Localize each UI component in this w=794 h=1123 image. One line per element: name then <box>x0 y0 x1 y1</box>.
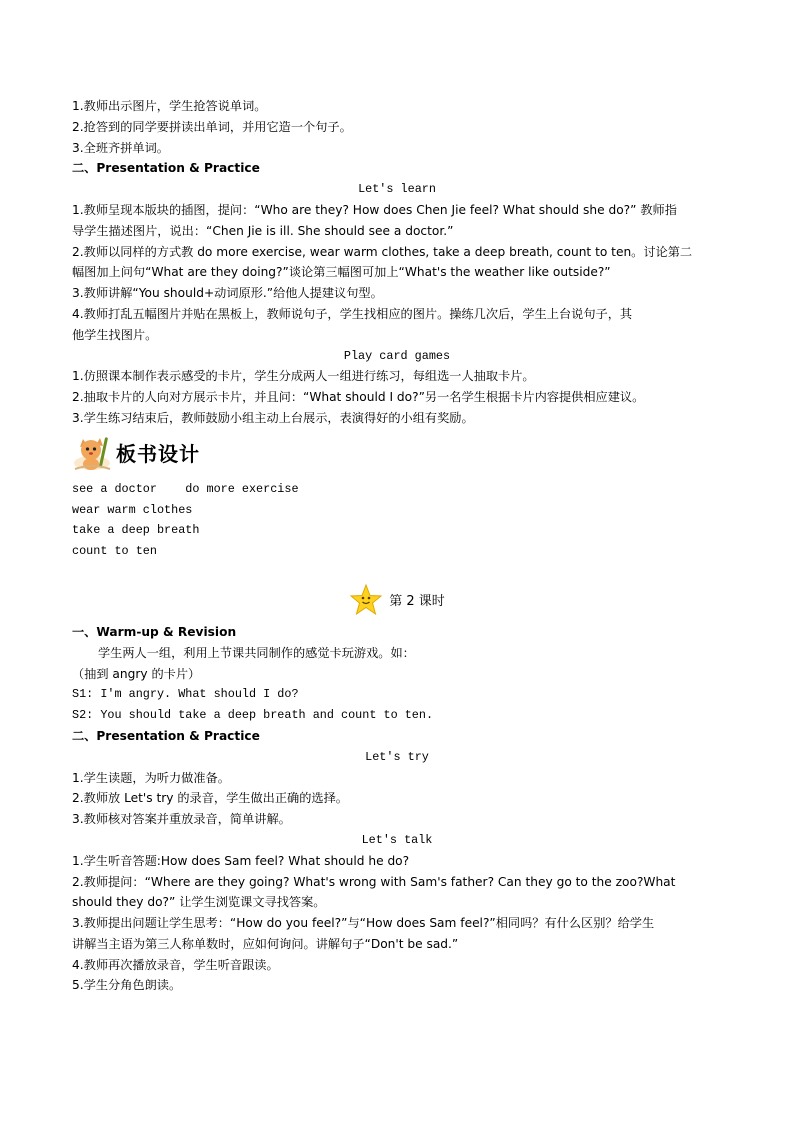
text-line: 讲解当主语为第三人称单数时，应如何询问。讲解句子“Don't be sad.” <box>72 936 459 951</box>
text-line: 3.学生练习结束后，教师鼓励小组主动上台展示，表演得好的小组有奖励。 <box>72 410 474 425</box>
lesson-2-title: 第 2 课时 <box>389 594 445 610</box>
text-line: 2.抢答到的同学要拼读出单词，并用它造一个句子。 <box>72 119 352 134</box>
subsection-title-lets-talk: Let's talk <box>361 832 433 847</box>
board-line: count to ten <box>72 544 157 559</box>
dialogue-line: S1: I'm angry. What should I do? <box>72 687 299 702</box>
board-line: take a deep breath <box>72 523 200 538</box>
text-line: 3.教师核对答案并重放录音，简单讲解。 <box>72 812 291 827</box>
text-line: 导学生描述图片，说出：“Chen Jie is ill. She should see a doctor.” <box>72 223 454 238</box>
board-design-title: 板书设计 <box>116 442 200 467</box>
document-page <box>72 96 722 996</box>
text-line: 1.教师呈现本版块的插图，提问：“Who are they? How does Chen Jie feel? What should she do?” 教师指 <box>72 202 677 217</box>
text-line: 他学生找图片。 <box>72 327 158 342</box>
cat-mascot-icon <box>72 433 112 473</box>
section-heading-presentation-2: 二、Presentation & Practice <box>72 728 260 743</box>
section-heading-warmup: 一、Warm-up & Revision <box>72 624 237 639</box>
board-design-section-header <box>72 433 722 473</box>
subsection-title-lets-learn: Let's learn <box>358 182 436 197</box>
text-line: 3.教师提出问题让学生思考：“How do you feel?”与“How does Sam feel?”相同吗？有什么区别？给学生 <box>72 916 655 931</box>
text-line: 5.学生分角色朗读。 <box>72 978 182 993</box>
text-line: 1.仿照课本制作表示感受的卡片，学生分成两人一组进行练习，每组选一人抽取卡片。 <box>72 369 535 384</box>
dialogue-line: S2: You should take a deep breath and count to ten. <box>72 708 434 723</box>
lesson-2-header <box>72 580 722 620</box>
text-line: 2.教师以同样的方式教 do more exercise, wear warm clothes, take a deep breath, count to ten。讨论第二 <box>72 244 693 259</box>
board-line: wear warm clothes <box>72 502 193 517</box>
text-line: 4.教师打乱五幅图片并贴在黑板上，教师说句子，学生找相应的图片。操练几次后，学生上台说句子，其 <box>72 306 633 321</box>
text-line: should they do?” 让学生浏览课文寻找答案。 <box>72 895 326 910</box>
text-line: 1.学生读题，为听力做准备。 <box>72 770 230 785</box>
board-line: see a doctor do more exercise <box>72 481 299 496</box>
text-line: 2.教师放 Let's try 的录音，学生做出正确的选择。 <box>72 791 348 806</box>
subsection-title-play-card-games: Play card games <box>343 348 451 363</box>
text-line: （抽到 angry 的卡片） <box>72 666 201 681</box>
text-line: 3.全班齐拼单词。 <box>72 140 169 155</box>
star-icon <box>349 583 383 617</box>
text-line: 2.抽取卡片的人向对方展示卡片，并且问：“What should I do?”另一名学生根据卡片内容提供相应建议。 <box>72 390 645 405</box>
text-line: 2.教师提问：“Where are they going? What's wrong with Sam's father? Can they go to the zoo?What <box>72 874 676 889</box>
text-line: 4.教师再次播放录音，学生听音跟读。 <box>72 957 279 972</box>
text-line: 3.教师讲解“You should+动词原形.”给他人提建议句型。 <box>72 286 383 301</box>
text-line: 幅图加上问句“What are they doing?”谈论第三幅图可加上“What's the weather like outside?” <box>72 265 611 280</box>
section-heading-presentation: 二、Presentation & Practice <box>72 161 260 176</box>
subsection-title-lets-try: Let's try <box>365 749 429 764</box>
text-line: 1.教师出示图片，学生抢答说单词。 <box>72 99 267 113</box>
text-line: 学生两人一组，利用上节课共同制作的感觉卡玩游戏。如： <box>98 645 415 660</box>
text-line: 1.学生听音答题:How does Sam feel? What should he do? <box>72 853 410 868</box>
